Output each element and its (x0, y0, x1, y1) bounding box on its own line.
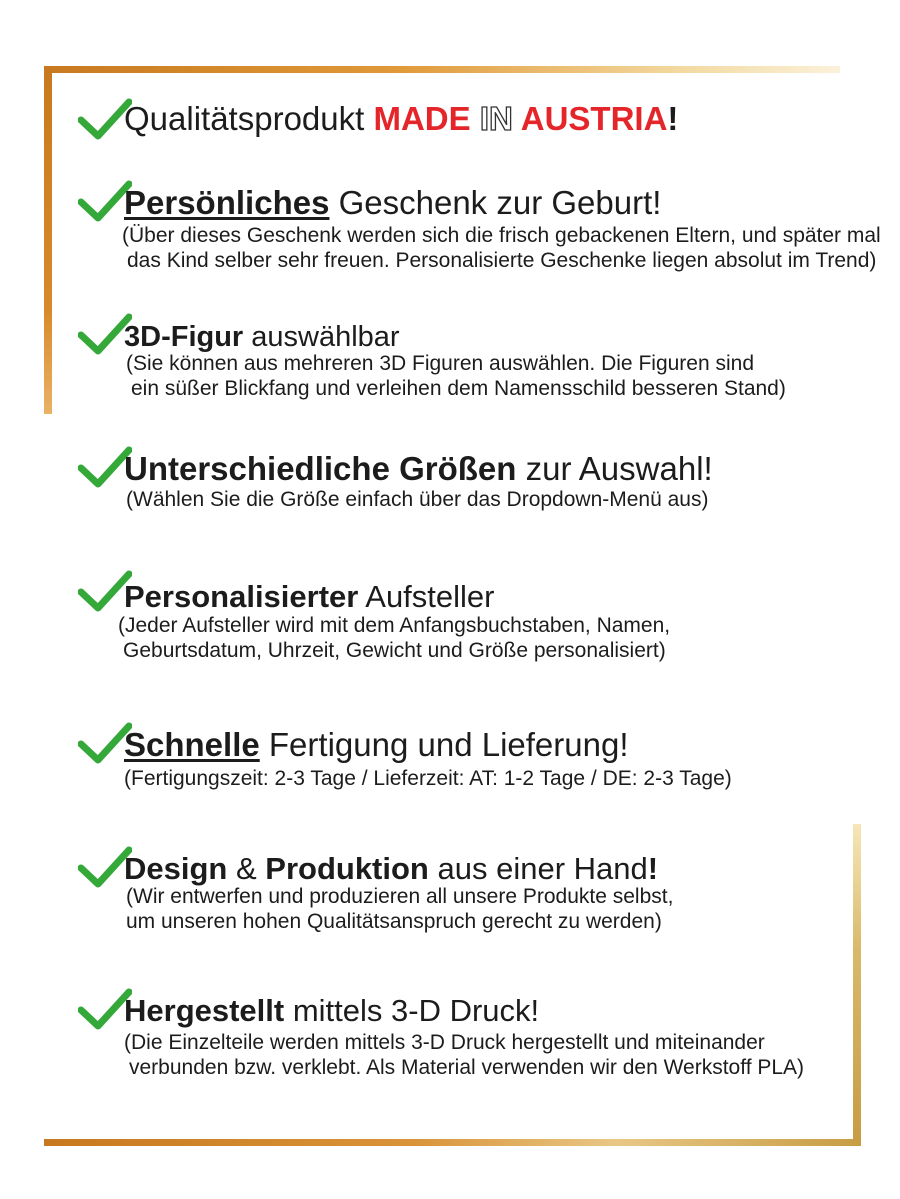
headline-bold: Hergestellt (124, 993, 285, 1028)
headline-text: mittels 3-D Druck! (284, 993, 540, 1028)
frame-right-border (853, 824, 861, 1146)
headline-bold: Persönliches (124, 184, 330, 221)
description-line: Geburtsdatum, Uhrzeit, Gewicht und Größe personalisiert) (123, 639, 666, 662)
feature-description (122, 223, 881, 273)
exclamation: ! (647, 851, 659, 886)
description-line: das Kind selber sehr freuen. Personalisierte Geschenke liegen absolut im Trend) (127, 249, 877, 272)
headline-bold: Schnelle (124, 726, 260, 763)
headline-text: zur Auswahl! (516, 450, 713, 487)
description-line: (Über dieses Geschenk werden sich die frisch gebackenen Eltern, und später mal (122, 224, 881, 247)
made-label: MADE (373, 100, 480, 137)
feature-headline (124, 992, 539, 1030)
description-line: (Wählen Sie die Größe einfach über das Dropdown-Menü aus) (126, 488, 709, 511)
feature-headline (124, 726, 629, 764)
headline-text: aus einer Hand (428, 851, 648, 886)
headline-text: Geschenk zur Geburt! (329, 184, 662, 221)
feature-description (118, 613, 670, 663)
description-line: um unseren hohen Qualitätsanspruch gerecht zu werden) (126, 910, 662, 933)
description-line: verbunden bzw. verklebt. Als Material verwenden wir den Werkstoff PLA) (129, 1056, 805, 1079)
headline-text: auswählbar (243, 321, 400, 353)
feature-description (126, 487, 708, 512)
description-line: (Jeder Aufsteller wird mit dem Anfangsbuchstaben, Namen, (118, 614, 671, 637)
headline-bold: Unterschiedliche Größen (124, 450, 517, 487)
feature-headline (124, 100, 678, 138)
feature-description (124, 766, 732, 791)
headline-text: Fertigung und Lieferung! (259, 726, 629, 763)
in-label: IN (479, 100, 513, 137)
frame-left-border (44, 66, 52, 414)
frame-bottom-border (44, 1139, 861, 1146)
feature-headline (124, 578, 494, 616)
exclamation: ! (667, 100, 679, 137)
feature-headline (124, 184, 661, 222)
headline-bold: Personalisierter (124, 579, 359, 614)
headline-text: Aufsteller (358, 579, 495, 614)
description-line: (Die Einzelteile werden mittels 3-D Druck hergestellt und miteinander (124, 1031, 765, 1054)
feature-description (126, 884, 673, 934)
description-line: (Fertigungszeit: 2-3 Tage / Lieferzeit: AT: 1-2 Tage / DE: 2-3 Tage) (124, 767, 732, 790)
headline-text: & (227, 851, 266, 886)
feature-description (124, 1030, 804, 1080)
frame-top-border (44, 66, 840, 73)
headline-bold: 3D-Figur (124, 321, 244, 353)
austria-label: AUSTRIA (512, 100, 668, 137)
headline-text: Qualitätsprodukt (124, 100, 374, 137)
feature-description (126, 351, 786, 401)
feature-headline (124, 450, 713, 488)
description-line: (Sie können aus mehreren 3D Figuren auswählen. Die Figuren sind (126, 352, 755, 375)
description-line: (Wir entwerfen und produzieren all unsere Produkte selbst, (126, 885, 674, 908)
description-line: ein süßer Blickfang und verleihen dem Namensschild besseren Stand) (131, 377, 786, 400)
feature-headline (124, 850, 658, 888)
headline-bold: Design (124, 851, 228, 886)
headline-bold: Produktion (265, 851, 429, 886)
